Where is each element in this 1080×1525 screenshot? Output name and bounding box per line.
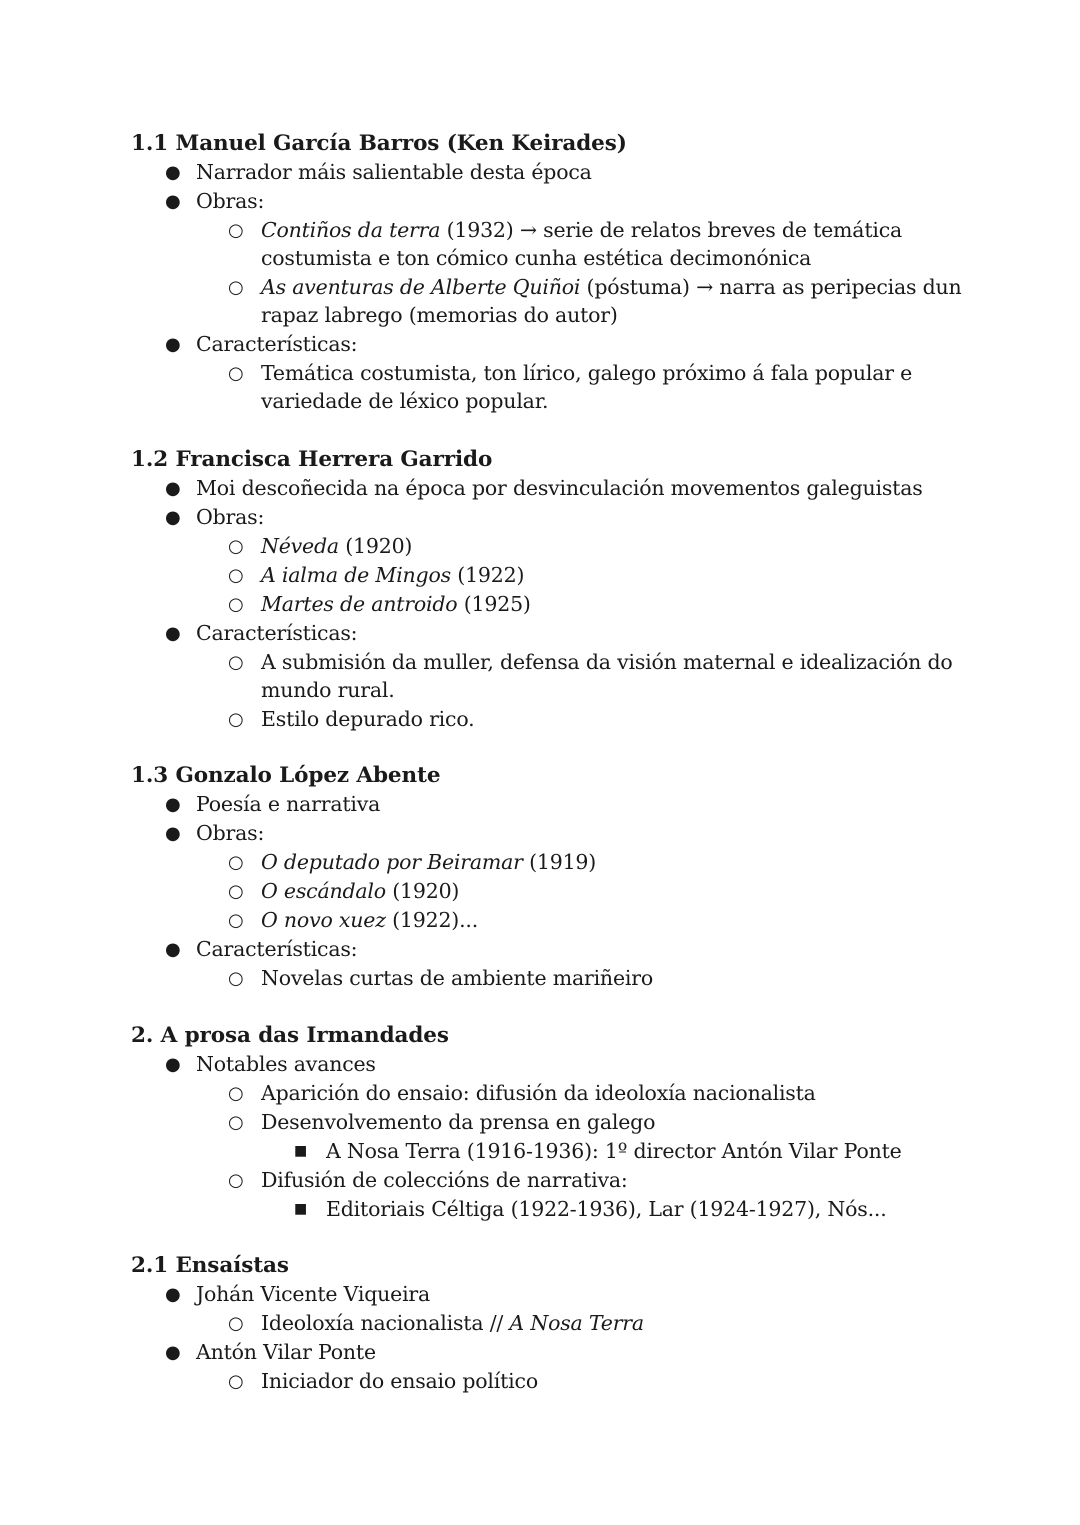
section-heading: 1.1 Manuel García Barros (Ken Keirades) <box>131 131 627 156</box>
circle-bullet-icon: ○ <box>228 652 244 673</box>
bullet-icon: ● <box>165 191 181 212</box>
list-item: Características: <box>196 937 358 961</box>
list-subitem: Novelas curtas de ambiente mariñeiro <box>261 966 653 990</box>
work-title: As aventuras de Alberte Quiñoi <box>261 275 581 299</box>
bullet-icon: ● <box>165 478 181 499</box>
list-subitem: Desenvolvemento da prensa en galego <box>261 1110 656 1134</box>
list-subitem-continuation: costumista e ton cómico cunha estética decimonónica <box>261 246 812 270</box>
section-heading: 1.3 Gonzalo López Abente <box>131 763 441 788</box>
work-year: (1920) <box>385 879 460 903</box>
list-item: Poesía e narrativa <box>196 792 381 816</box>
list-item: Moi descoñecida na época por desvinculación movementos galeguistas <box>196 476 923 500</box>
bullet-icon: ● <box>165 623 181 644</box>
list-subitem-continuation: rapaz labrego (memorias do autor) <box>261 303 618 327</box>
circle-bullet-icon: ○ <box>228 1371 244 1392</box>
work-title: Néveda <box>261 534 339 558</box>
work-title: O deputado por Beiramar <box>261 850 523 874</box>
circle-bullet-icon: ○ <box>228 220 244 241</box>
list-subitem: Difusión de coleccións de narrativa: <box>261 1168 628 1192</box>
square-bullet-icon: ■ <box>294 1201 308 1217</box>
circle-bullet-icon: ○ <box>228 1170 244 1191</box>
list-item: Obras: <box>196 505 265 529</box>
subitem-text: Ideoloxía nacionalista // <box>261 1311 510 1335</box>
circle-bullet-icon: ○ <box>228 1112 244 1133</box>
work-year: (1919) <box>522 850 597 874</box>
list-subitem <box>261 906 478 935</box>
list-subitem <box>261 877 459 906</box>
list-item: Notables avances <box>196 1052 376 1076</box>
list-item: Antón Vilar Ponte <box>196 1340 376 1364</box>
bullet-icon: ● <box>165 1054 181 1075</box>
list-subitem-continuation: variedade de léxico popular. <box>261 389 549 413</box>
work-detail: (póstuma) → narra as peripecias dun <box>580 275 962 299</box>
circle-bullet-icon: ○ <box>228 363 244 384</box>
work-title: O novo xuez <box>261 908 386 932</box>
list-item: Narrador máis salientable desta época <box>196 160 592 184</box>
work-title: A ialma de Mingos <box>261 563 451 587</box>
list-subitem <box>261 216 902 245</box>
list-subitem <box>261 273 962 302</box>
list-item: Características: <box>196 621 358 645</box>
bullet-icon: ● <box>165 823 181 844</box>
list-subitem: Iniciador do ensaio político <box>261 1369 538 1393</box>
bullet-icon: ● <box>165 1284 181 1305</box>
circle-bullet-icon: ○ <box>228 709 244 730</box>
circle-bullet-icon: ○ <box>228 277 244 298</box>
circle-bullet-icon: ○ <box>228 910 244 931</box>
work-title: A Nosa Terra <box>509 1311 644 1335</box>
list-subitem-continuation: mundo rural. <box>261 678 395 702</box>
list-subitem <box>261 532 412 561</box>
section-heading: 2. A prosa das Irmandades <box>131 1023 449 1048</box>
list-subitem <box>261 848 596 877</box>
work-year: (1922) <box>450 563 525 587</box>
bullet-icon: ● <box>165 162 181 183</box>
circle-bullet-icon: ○ <box>228 852 244 873</box>
list-subsubitem: A Nosa Terra (1916-1936): 1º director Antón Vilar Ponte <box>326 1139 902 1163</box>
bullet-icon: ● <box>165 794 181 815</box>
list-subitem <box>261 561 524 590</box>
work-year: (1920) <box>338 534 413 558</box>
bullet-icon: ● <box>165 1342 181 1363</box>
circle-bullet-icon: ○ <box>228 1083 244 1104</box>
work-year: (1922)... <box>385 908 479 932</box>
circle-bullet-icon: ○ <box>228 1313 244 1334</box>
circle-bullet-icon: ○ <box>228 565 244 586</box>
list-subsubitem: Editoriais Céltiga (1922-1936), Lar (1924-1927), Nós... <box>326 1197 887 1221</box>
work-title: Martes de antroido <box>261 592 458 616</box>
bullet-icon: ● <box>165 334 181 355</box>
work-year: (1925) <box>457 592 531 616</box>
list-subitem: A submisión da muller, defensa da visión maternal e idealización do <box>261 650 953 674</box>
circle-bullet-icon: ○ <box>228 968 244 989</box>
list-subitem <box>261 1309 644 1338</box>
section-heading: 2.1 Ensaístas <box>131 1253 289 1278</box>
circle-bullet-icon: ○ <box>228 881 244 902</box>
work-detail: (1932) → serie de relatos breves de temática <box>440 218 903 242</box>
bullet-icon: ● <box>165 939 181 960</box>
square-bullet-icon: ■ <box>294 1143 308 1159</box>
work-title: O escándalo <box>261 879 386 903</box>
list-subitem: Aparición do ensaio: difusión da ideoloxía nacionalista <box>261 1081 816 1105</box>
list-subitem: Temática costumista, ton lírico, galego próximo á fala popular e <box>261 361 913 385</box>
list-item: Obras: <box>196 189 265 213</box>
list-subitem: Estilo depurado rico. <box>261 707 475 731</box>
work-title: Contiños da terra <box>261 218 441 242</box>
section-heading: 1.2 Francisca Herrera Garrido <box>131 447 493 472</box>
circle-bullet-icon: ○ <box>228 536 244 557</box>
circle-bullet-icon: ○ <box>228 594 244 615</box>
bullet-icon: ● <box>165 507 181 528</box>
list-subitem <box>261 590 531 619</box>
list-item: Johán Vicente Viqueira <box>196 1282 431 1306</box>
list-item: Obras: <box>196 821 265 845</box>
list-item: Características: <box>196 332 358 356</box>
